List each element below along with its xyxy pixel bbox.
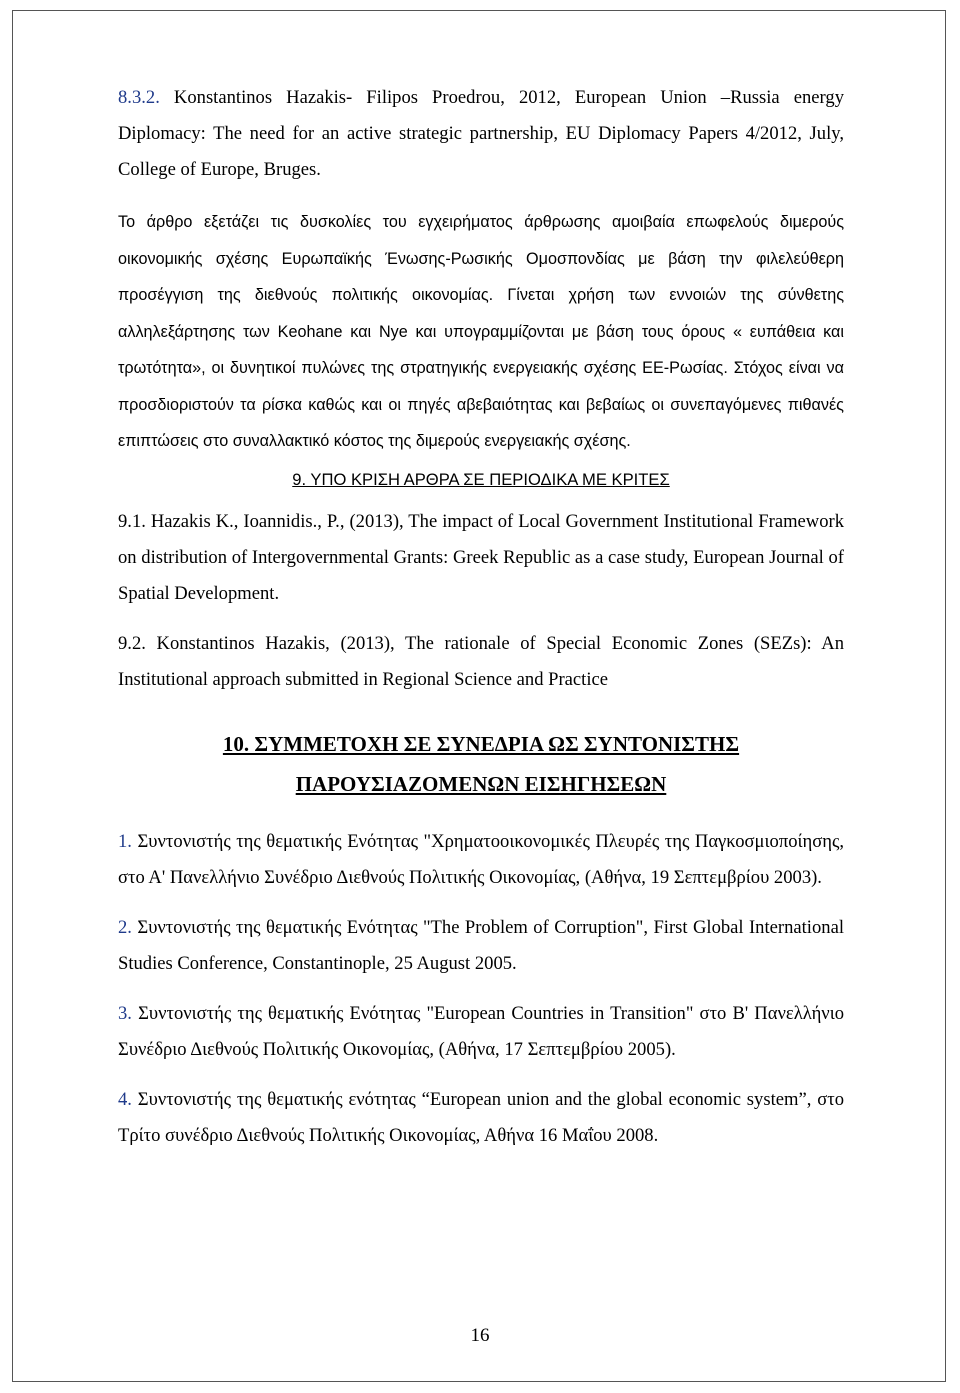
- citation-9-1: [118, 504, 844, 612]
- item-text: Συντονιστής της θεματικής Ενότητας "The Problem of Corruption", First Global International Studies Conference, Constantinople, 25 August 2005.: [118, 916, 844, 974]
- citation-9-2: [118, 626, 844, 698]
- item-text: Συντονιστής της θεματικής ενότητας “European union and the global economic system”, στο Τρίτο συνέδριο Διεθνούς Πολιτικής Οικονομίας, Αθήνα 16 Μαΐου 2008.: [118, 1088, 844, 1146]
- citation-8-3-2: [118, 80, 844, 188]
- section-10-heading-line-2: ΠΑΡΟΥΣΙΑΖΟΜΕΝΩΝ ΕΙΣΗΓΗΣΕΩΝ: [295, 771, 667, 796]
- citation-number: 8.3.2.: [118, 87, 160, 108]
- coordination-item-3: [118, 996, 844, 1068]
- section-9-heading: 9. ΥΠΟ ΚΡΙΣΗ ΑΡΘΡΑ ΣΕ ΠΕΡΙΟΔΙΚΑ ΜΕ ΚΡΙΤΕΣ: [292, 469, 670, 489]
- item-text: Συντονιστής της θεματικής Ενότητας "Χρηματοοικονομικές Πλευρές της Παγκοσμιοποίησης, στο Α' Πανελλήνιο Συνέδριο Διεθνούς Πολιτικής Οικονομίας, (Αθήνα, 19 Σεπτεμβρίου 2003).: [118, 830, 844, 888]
- citation-number: 9.2.: [118, 632, 146, 654]
- coordination-item-2: [118, 910, 844, 982]
- item-number: 4.: [118, 1088, 132, 1110]
- item-number: 2.: [118, 916, 132, 938]
- citation-number: 9.1.: [118, 510, 146, 532]
- document-body: [118, 80, 844, 1154]
- section-10-heading-line-1: 10. ΣΥΜΜΕΤΟΧΗ ΣΕ ΣΥΝΕΔΡΙΑ ΩΣ ΣΥΝΤΟΝΙΣΤΗΣ: [222, 731, 740, 756]
- coordination-item-4: [118, 1082, 844, 1154]
- citation-text: Konstantinos Hazakis- Filipos Proedrou, 2012, European Union –Russia energy Diplomacy: The need for an active strategic partnership, EU Diplomacy Papers 4/2012, July, College of Europe, Bruges.: [118, 87, 844, 180]
- item-number: 3.: [118, 1002, 132, 1024]
- citation-text: Konstantinos Hazakis, (2013), The rationale of Special Economic Zones (SEZs): An Institutional approach submitted in Regional Science and Practice: [118, 632, 844, 690]
- coordination-item-1: [118, 824, 844, 896]
- page-number: 16: [470, 1325, 490, 1346]
- citation-text: Hazakis K., Ioannidis., P., (2013), The impact of Local Government Institutional Framework on distribution of Intergovernmental Grants: Greek Republic as a case study, European Journal of Spatial Development.: [118, 510, 844, 604]
- abstract-paragraph: Το άρθρο εξετάζει τις δυσκολίες του εγχειρήματος άρθρωσης αμοιβαία επωφελούς διμερούς οικονομικής σχέσης Ευρωπαϊκής Ένωσης-Ρωσικής Ομοσπονδίας με βάση την φιλελεύθερη προσέγγιση της διεθνούς πολιτικής οικονομίας. Γίνεται χρήση των εννοιών της σύνθετης αλληλεξάρτησης των Keohane και Nye και υπογραμμίζονται με βάση τους όρους « ευπάθεια και τρωτότητα», οι δυνητικοί πυλώνες της στρατηγικής ενεργειακής σχέσης ΕΕ-Ρωσίας. Στόχος είναι να προσδιοριστούν τα ρίσκα καθώς και οι πηγές αβεβαιότητας και βεβαίως οι συνεπαγόμενες πιθανές επιπτώσεις στο συναλλακτικό κόστος της διμερούς ενεργειακής σχέσης.: [118, 213, 844, 450]
- item-number: 1.: [118, 830, 132, 852]
- item-text: Συντονιστής της θεματικής Ενότητας "European Countries in Transition" στο Β' Πανελλήνιο Συνέδριο Διεθνούς Πολιτικής Οικονομίας, (Αθήνα, 17 Σεπτεμβρίου 2005).: [118, 1002, 844, 1060]
